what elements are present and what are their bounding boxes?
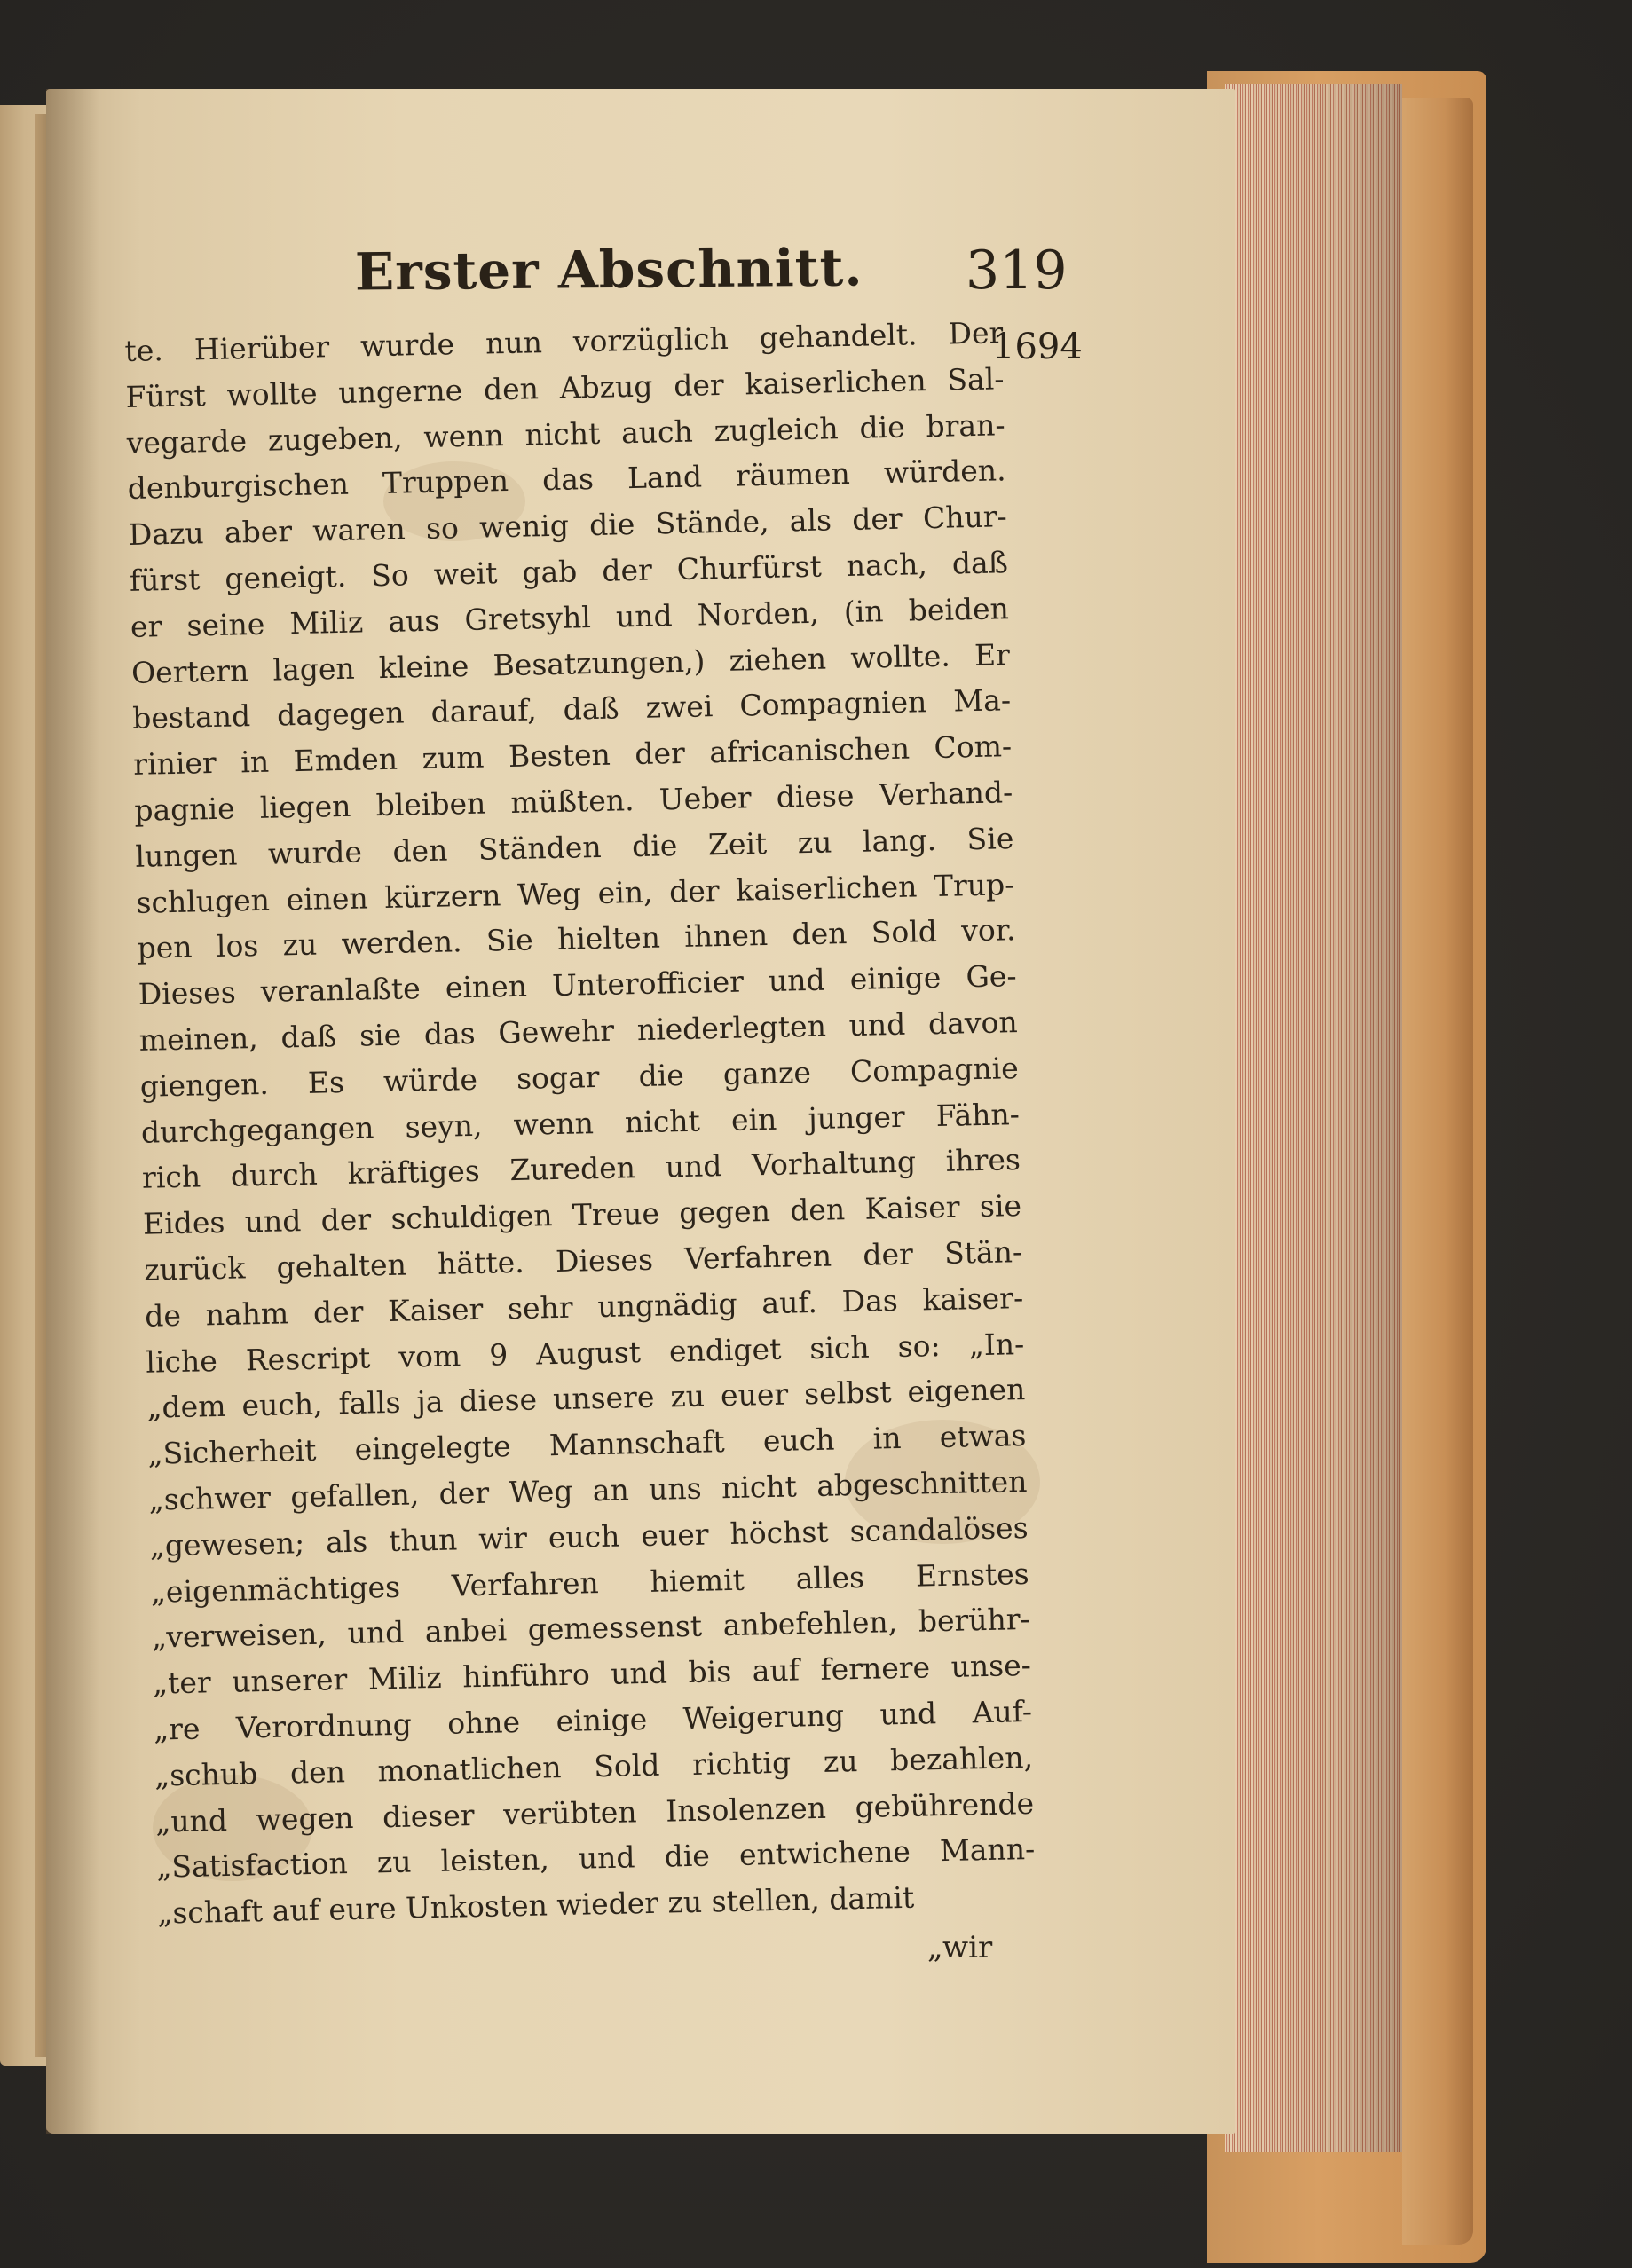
text-line: fürst geneigt. So weit gab der Churfürst nach, daß bbox=[129, 545, 1009, 598]
text-line: „Satisfaction zu leisten, und die entwichene Mann- bbox=[155, 1831, 1036, 1885]
text-line: pen los zu werden. Sie hielten ihnen den Sold vor. bbox=[137, 912, 1016, 966]
margin-year-note: 1694 bbox=[992, 327, 1083, 367]
text-line: vegarde zugeben, wenn nicht auch zugleich die bran- bbox=[126, 406, 1005, 461]
text-line: rinier in Emden zum Besten der africanischen Com- bbox=[132, 728, 1013, 783]
text-line: giengen. Es würde sogar die ganze Compagnie bbox=[139, 1050, 1020, 1104]
text-line: „ter unserer Miliz hinführo und bis auf fernere unse- bbox=[152, 1648, 1032, 1701]
text-line: liche Rescript vom 9 August endiget sich so: „In- bbox=[145, 1326, 1025, 1380]
text-line: „schaft auf eure Unkosten wieder zu stellen, damit bbox=[157, 1879, 915, 1931]
text-line: zurück gehalten hätte. Dieses Verfahren der Stän- bbox=[143, 1233, 1023, 1288]
text-line: de nahm der Kaiser sehr ungnädig auf. Das kaiser- bbox=[144, 1280, 1024, 1334]
text-line: schlugen einen kürzern Weg ein, der kaiserlichen Trup- bbox=[136, 866, 1015, 920]
text-line: „verweisen, und anbei gemessenst anbefehlen, berühr- bbox=[151, 1602, 1031, 1655]
text-line: durchgegangen seyn, wenn nicht ein junger Fähn- bbox=[140, 1096, 1021, 1150]
text-line: rich durch kräftiges Zureden und Vorhaltung ihres bbox=[141, 1142, 1021, 1196]
text-line: Dieses veranlaßte einen Unterofficier und einige Ge- bbox=[138, 958, 1017, 1012]
page-number: 319 bbox=[966, 240, 1068, 302]
running-head: Erster Abschnitt. bbox=[354, 237, 863, 303]
text-line: „schwer gefallen, der Weg an uns nicht abgeschnitten bbox=[148, 1463, 1028, 1517]
page-gutter-shadow bbox=[46, 89, 99, 2134]
text-line: „und wegen dieser verübten Insolenzen gebührende bbox=[154, 1785, 1035, 1839]
text-line: denburgischen Truppen das Land räumen würden. bbox=[127, 453, 1006, 507]
text-line: Eides und der schuldigen Treue gegen den Kaiser sie bbox=[142, 1188, 1022, 1241]
text-line: „re Verordnung ohne einige Weigerung und Auf- bbox=[153, 1693, 1033, 1747]
text-line: er seine Miliz aus Gretsyhl und Norden, (in beiden bbox=[130, 590, 1010, 644]
text-line: „Sicherheit eingelegte Mannschaft euch in etwas bbox=[147, 1418, 1027, 1471]
text-line: pagnie liegen bleiben müßten. Ueber diese Verhand- bbox=[133, 775, 1013, 828]
catchword: „wir bbox=[927, 1930, 993, 1965]
text-line: bestand dagegen darauf, daß zwei Compagnien Ma- bbox=[131, 682, 1012, 736]
text-line: „schub den monatlichen Sold richtig zu bezahlen, bbox=[154, 1739, 1034, 1793]
text-line: „eigenmächtiges Verfahren hiemit alles Ernstes bbox=[150, 1555, 1030, 1610]
page-edges-shade bbox=[1225, 84, 1402, 2152]
page-content bbox=[98, 231, 1136, 1970]
text-line: „gewesen; als thun wir euch euer höchst scandalöses bbox=[149, 1509, 1029, 1563]
text-line: Dazu aber waren so wenig die Stände, als der Chur- bbox=[128, 499, 1008, 553]
text-line: Oertern lagen kleine Besatzungen,) ziehen wollte. Er bbox=[130, 636, 1011, 690]
text-line: lungen wurde den Ständen die Zeit zu lang. Sie bbox=[135, 820, 1014, 874]
text-line: meinen, daß sie das Gewehr niederlegten und davon bbox=[138, 1004, 1018, 1058]
text-line: te. Hierüber wurde nun vorzüglich gehandelt. Der bbox=[124, 315, 1004, 368]
body-text bbox=[124, 310, 1037, 1936]
cover-edge bbox=[1402, 98, 1473, 2245]
text-line: Fürst wollte ungerne den Abzug der kaiserlichen Sal- bbox=[125, 361, 1005, 414]
text-line: „dem euch, falls ja diese unsere zu euer selbst eigenen bbox=[146, 1372, 1026, 1426]
